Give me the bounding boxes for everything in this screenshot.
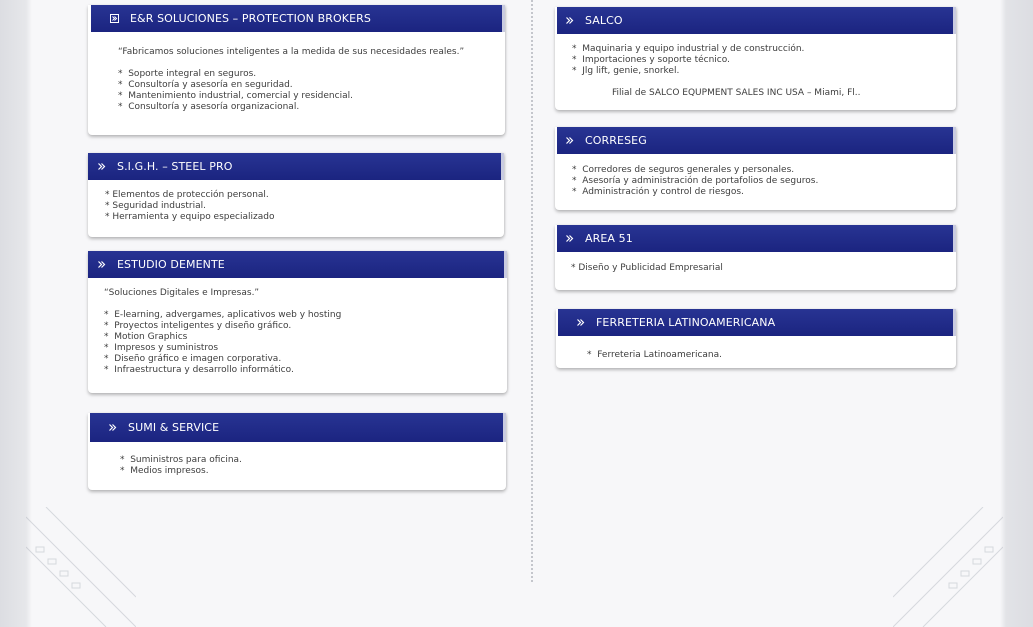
- double-chevron-right-icon: [576, 318, 585, 327]
- list-item: * Medios impresos.: [120, 466, 209, 476]
- list-item: * Herramienta y equipo especializado: [105, 212, 275, 222]
- list-item: * Motion Graphics: [104, 332, 188, 342]
- card-header: [557, 127, 956, 154]
- list-item: * Soporte integral en seguros.: [118, 69, 257, 79]
- double-chevron-right-icon: [565, 16, 574, 25]
- double-chevron-right-icon: [565, 136, 574, 145]
- card-header: [557, 7, 956, 34]
- card-title: CORRESEG: [585, 134, 647, 147]
- list-item: * Corredores de seguros generales y personales.: [572, 165, 795, 175]
- card-title: FERRETERIA LATINOAMERICANA: [596, 316, 776, 329]
- card-header: [88, 251, 507, 278]
- card-header: [558, 309, 956, 336]
- card-sumi-service: [88, 413, 506, 490]
- card-body: [556, 336, 956, 361]
- blueprint-decoration-left: [26, 507, 136, 627]
- card-title: S.I.G.H. – STEEL PRO: [117, 160, 233, 173]
- card-ferreteria-latinoamericana: [556, 309, 956, 368]
- list-item: * Proyectos inteligentes y diseño gráfico.: [104, 321, 292, 331]
- list-item: * Consultoría y asesoría organizacional.: [118, 102, 300, 112]
- list-item: * Suministros para oficina.: [120, 455, 242, 465]
- double-chevron-right-icon: [565, 234, 574, 243]
- list-item: * Mantenimiento industrial, comercial y residencial.: [118, 91, 353, 101]
- list-item: * Elementos de protección personal.: [105, 190, 269, 200]
- card-header: [557, 225, 956, 252]
- list-item: * Infraestructura y desarrollo informático.: [104, 365, 294, 375]
- card-body: [88, 32, 505, 113]
- card-body: [88, 442, 506, 477]
- list-item: * Seguridad industrial.: [105, 201, 206, 211]
- list-item: * E-learning, advergames, aplicativos web y hosting: [104, 310, 342, 320]
- card-salco: [555, 7, 956, 110]
- card-title: AREA 51: [585, 232, 633, 245]
- card-title: ESTUDIO DEMENTE: [117, 258, 225, 271]
- blueprint-decoration-right: [893, 507, 1003, 627]
- card-body: [555, 34, 956, 99]
- list-item: * Importaciones y soporte técnico.: [572, 55, 730, 65]
- card-correseg: [555, 127, 956, 210]
- card-header: [90, 413, 506, 442]
- card-title: SUMI & SERVICE: [128, 421, 220, 434]
- list-item: * Maquinaria y equipo industrial y de construcción.: [572, 44, 805, 54]
- card-body: [555, 154, 956, 198]
- list-item: * Administración y control de riesgos.: [572, 187, 744, 197]
- card-line: “Soluciones Digitales e Impresas.”: [104, 288, 260, 298]
- card-line: “Fabricamos soluciones inteligentes a la medida de sus necesidades reales.”: [118, 47, 465, 57]
- double-chevron-right-icon: [110, 14, 119, 23]
- double-chevron-right-icon: [97, 260, 106, 269]
- card-body: [88, 180, 504, 223]
- card-title: E&R SOLUCIONES – PROTECTION BROKERS: [130, 12, 371, 25]
- card-sigh-steel-pro: [88, 153, 504, 237]
- list-item: * Diseño y Publicidad Empresarial: [571, 263, 723, 273]
- card-er-soluciones: [88, 5, 505, 135]
- card-body: [88, 278, 507, 376]
- column-divider: [531, 0, 533, 582]
- card-header: [88, 153, 504, 180]
- card-header: [91, 5, 505, 32]
- card-area-51: [555, 225, 956, 290]
- list-item: * Asesoría y administración de portafolios de seguros.: [572, 176, 819, 186]
- card-note: Filial de SALCO EQUPMENT SALES INC USA – Miami, Fl..: [612, 88, 861, 98]
- list-item: * Ferreteria Latinoamericana.: [587, 350, 722, 360]
- list-item: * Diseño gráfico e imagen corporativa.: [104, 354, 282, 364]
- card-body: [555, 252, 956, 274]
- card-estudio-demente: [88, 251, 507, 393]
- list-item: * Consultoría y asesoría en seguridad.: [118, 80, 293, 90]
- list-item: * Jlg lift, genie, snorkel.: [572, 66, 680, 76]
- double-chevron-right-icon: [108, 423, 117, 432]
- card-title: SALCO: [585, 14, 623, 27]
- list-item: * Impresos y suministros: [104, 343, 219, 353]
- double-chevron-right-icon: [97, 162, 106, 171]
